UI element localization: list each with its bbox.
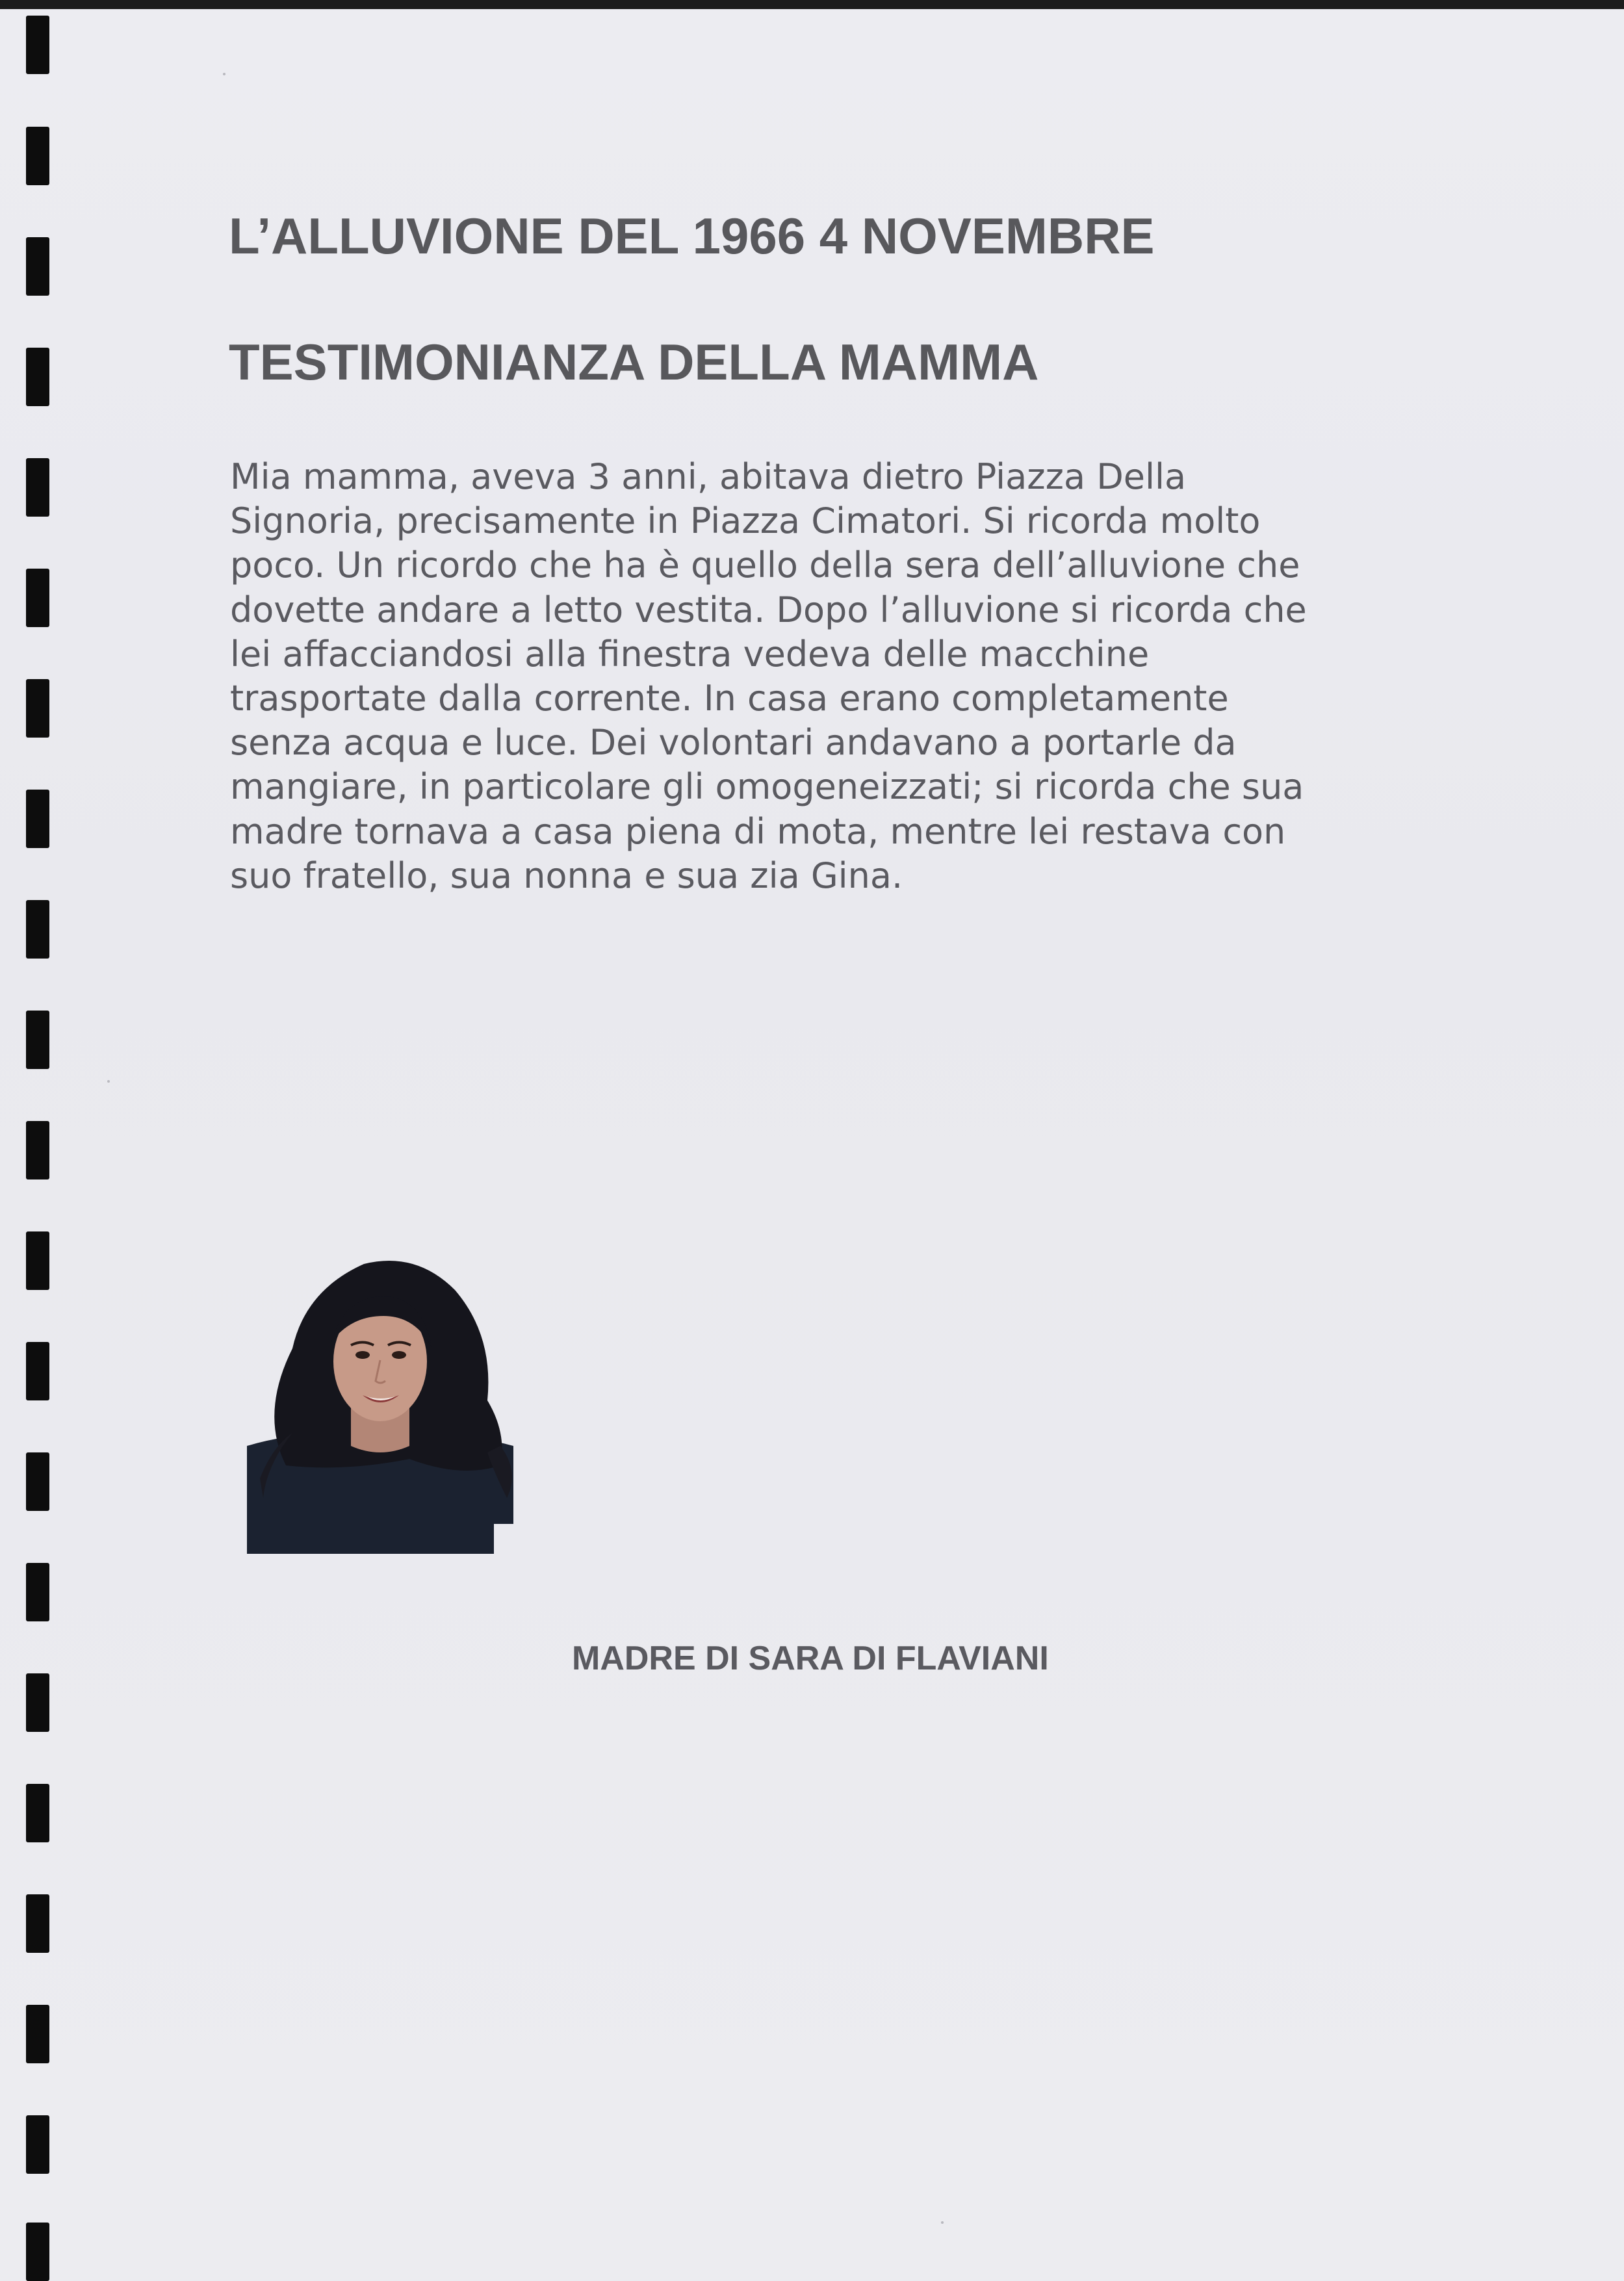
binding-hole: [26, 1784, 49, 1842]
scan-speck: [941, 2221, 944, 2224]
portrait-eye-left: [355, 1351, 370, 1359]
scan-top-edge: [0, 0, 1624, 9]
paragraph-line: trasportate dalla corrente. In casa erano completamente: [230, 678, 1229, 719]
binding-hole: [26, 2223, 49, 2281]
binding-hole: [26, 1121, 49, 1179]
binding-hole: [26, 237, 49, 296]
comb-binding: [0, 0, 65, 2280]
portrait-photo: [247, 1251, 513, 1554]
paragraph-line: senza acqua e luce. Dei volontari andavano a portarle da: [230, 722, 1237, 764]
binding-hole: [26, 1231, 49, 1290]
document-subtitle: TESTIMONIANZA DELLA MAMMA: [229, 333, 1039, 391]
paragraph-line: dovette andare a letto vestita. Dopo l’alluvione si ricorda che: [230, 589, 1307, 630]
binding-hole: [26, 127, 49, 185]
scan-speck: [107, 1080, 110, 1083]
document-title: L’ALLUVIONE DEL 1966 4 NOVEMBRE: [229, 207, 1155, 264]
binding-hole: [26, 1011, 49, 1069]
paragraph-line: suo fratello, sua nonna e sua zia Gina.: [230, 855, 903, 896]
binding-hole: [26, 1894, 49, 1953]
scan-speck: [223, 73, 226, 75]
binding-hole: [26, 1673, 49, 1732]
binding-hole: [26, 458, 49, 517]
portrait-eye-right: [392, 1351, 406, 1359]
binding-hole: [26, 348, 49, 406]
testimony-paragraph: [230, 455, 1465, 898]
signature-line: MADRE DI SARA DI FLAVIANI: [572, 1640, 1049, 1677]
paragraph-line: lei affacciandosi alla finestra vedeva delle macchine: [230, 633, 1150, 675]
binding-hole: [26, 16, 49, 74]
binding-hole: [26, 2005, 49, 2063]
binding-hole: [26, 1563, 49, 1621]
paragraph-line: poco. Un ricordo che ha è quello della sera dell’alluvione che: [230, 545, 1300, 586]
paragraph-line: mangiare, in particolare gli omogeneizzati; si ricorda che sua: [230, 766, 1304, 808]
binding-hole: [26, 1342, 49, 1400]
binding-hole: [26, 1452, 49, 1511]
paragraph-line: Signoria, precisamente in Piazza Cimatori. Si ricorda molto: [230, 500, 1261, 542]
paragraph-line: madre tornava a casa piena di mota, mentre lei restava con: [230, 810, 1286, 852]
binding-hole: [26, 569, 49, 627]
binding-hole: [26, 2115, 49, 2174]
paragraph-line: Mia mamma, aveva 3 anni, abitava dietro Piazza Della: [230, 456, 1187, 497]
binding-hole: [26, 900, 49, 959]
binding-hole: [26, 679, 49, 738]
binding-hole: [26, 790, 49, 848]
